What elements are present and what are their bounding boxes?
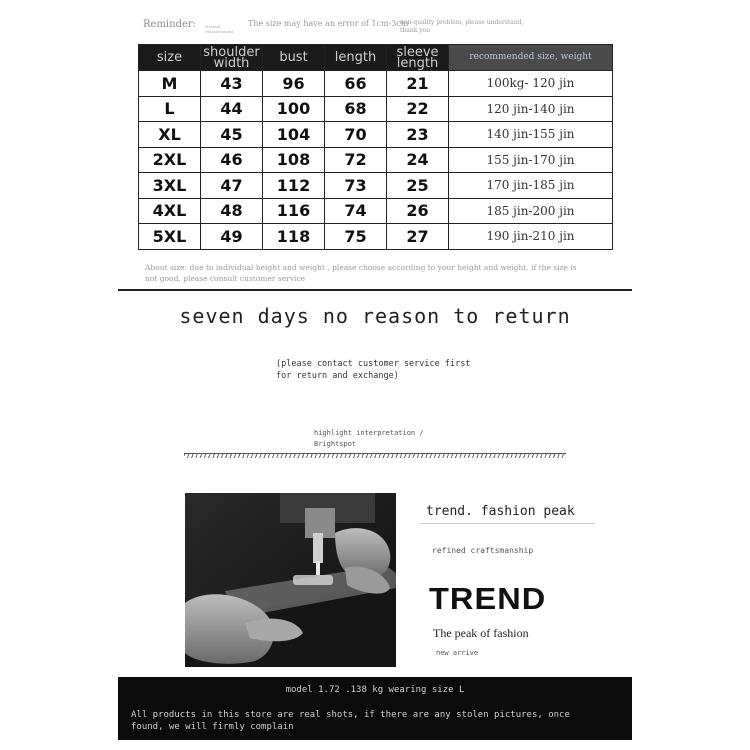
trend-fashion-peak: trend. fashion peak xyxy=(420,500,595,524)
size-cell-sleeve: 23 xyxy=(387,122,449,148)
hatched-divider xyxy=(184,453,566,458)
new-arrive: new arrive xyxy=(436,649,479,657)
size-cell-size: 2XL xyxy=(139,147,201,173)
size-chart-header-row xyxy=(139,45,613,71)
size-cell-sleeve: 21 xyxy=(387,71,449,97)
size-cell-bust: 118 xyxy=(263,224,325,250)
size-cell-length: 75 xyxy=(325,224,387,250)
size-cell-length: 72 xyxy=(325,147,387,173)
size-cell-weight: 190 jin-210 jin xyxy=(449,224,613,250)
size-cell-length: 73 xyxy=(325,173,387,199)
size-cell-bust: 112 xyxy=(263,173,325,199)
size-cell-size: 3XL xyxy=(139,173,201,199)
refined-craftsmanship: refined craftsmanship xyxy=(432,546,534,555)
header-size: size xyxy=(139,45,201,71)
size-cell-size: L xyxy=(139,96,201,122)
reminder-tiny-note: Normal Measurement xyxy=(205,24,234,34)
size-cell-shoulder: 43 xyxy=(201,71,263,97)
size-cell-weight: 140 jin-155 jin xyxy=(449,122,613,148)
header-recommended-weight: recommended size, weight xyxy=(449,45,613,71)
size-cell-bust: 96 xyxy=(263,71,325,97)
size-chart-table xyxy=(138,44,613,250)
trend-logo: TREND xyxy=(429,581,547,616)
size-row xyxy=(139,71,613,97)
size-cell-bust: 100 xyxy=(263,96,325,122)
size-row xyxy=(139,198,613,224)
peak-of-fashion: The peak of fashion xyxy=(433,626,529,640)
size-cell-size: M xyxy=(139,71,201,97)
size-row xyxy=(139,147,613,173)
footer-banner xyxy=(118,677,632,740)
model-info: model 1.72 .138 kg wearing size L xyxy=(285,685,465,695)
size-cell-size: XL xyxy=(139,122,201,148)
highlight-heading: highlight interpretation / Brightspot xyxy=(314,429,424,448)
size-cell-shoulder: 47 xyxy=(201,173,263,199)
size-cell-weight: 100kg- 120 jin xyxy=(449,71,613,97)
header-sleeve-length: sleeve length xyxy=(387,45,449,71)
size-row xyxy=(139,96,613,122)
sewing-machine-illustration xyxy=(185,493,396,667)
size-cell-length: 74 xyxy=(325,198,387,224)
header-shoulder-width: shoulder width xyxy=(201,45,263,71)
size-cell-length: 66 xyxy=(325,71,387,97)
size-row xyxy=(139,122,613,148)
size-cell-weight: 120 jin-140 jin xyxy=(449,96,613,122)
about-size-note: About size: due to individual height and weight , please choose according to your height and weight. if the size is not good, please consult customer service xyxy=(145,263,577,283)
sewing-machine-photo xyxy=(185,493,396,667)
divider xyxy=(118,289,632,291)
size-cell-sleeve: 26 xyxy=(387,198,449,224)
size-cell-size: 5XL xyxy=(139,224,201,250)
size-cell-shoulder: 48 xyxy=(201,198,263,224)
size-cell-shoulder: 49 xyxy=(201,224,263,250)
return-contact-note: (please contact customer service first for return and exchange) xyxy=(276,359,471,381)
size-row xyxy=(139,173,613,199)
size-cell-size: 4XL xyxy=(139,198,201,224)
size-row xyxy=(139,224,613,250)
return-policy-headline: seven days no reason to return xyxy=(179,304,571,328)
size-cell-sleeve: 22 xyxy=(387,96,449,122)
reminder-label: Reminder: xyxy=(143,19,197,30)
size-cell-length: 70 xyxy=(325,122,387,148)
size-cell-weight: 185 jin-200 jin xyxy=(449,198,613,224)
real-shots-notice: All products in this store are real shots, if there are any stolen pictures, once found, we will firmly complain xyxy=(131,710,570,732)
reminder-quality-note: non-quality problem, please understand, thank you xyxy=(400,19,524,34)
size-cell-bust: 116 xyxy=(263,198,325,224)
size-cell-bust: 108 xyxy=(263,147,325,173)
size-cell-sleeve: 24 xyxy=(387,147,449,173)
size-cell-shoulder: 45 xyxy=(201,122,263,148)
size-cell-weight: 155 jin-170 jin xyxy=(449,147,613,173)
size-cell-sleeve: 27 xyxy=(387,224,449,250)
size-cell-bust: 104 xyxy=(263,122,325,148)
header-length: length xyxy=(325,45,387,71)
reminder-error-note: The size may have an error of 1cm-3cm xyxy=(248,19,409,28)
header-bust: bust xyxy=(263,45,325,71)
size-cell-weight: 170 jin-185 jin xyxy=(449,173,613,199)
size-cell-shoulder: 44 xyxy=(201,96,263,122)
size-cell-sleeve: 25 xyxy=(387,173,449,199)
size-cell-shoulder: 46 xyxy=(201,147,263,173)
size-cell-length: 68 xyxy=(325,96,387,122)
